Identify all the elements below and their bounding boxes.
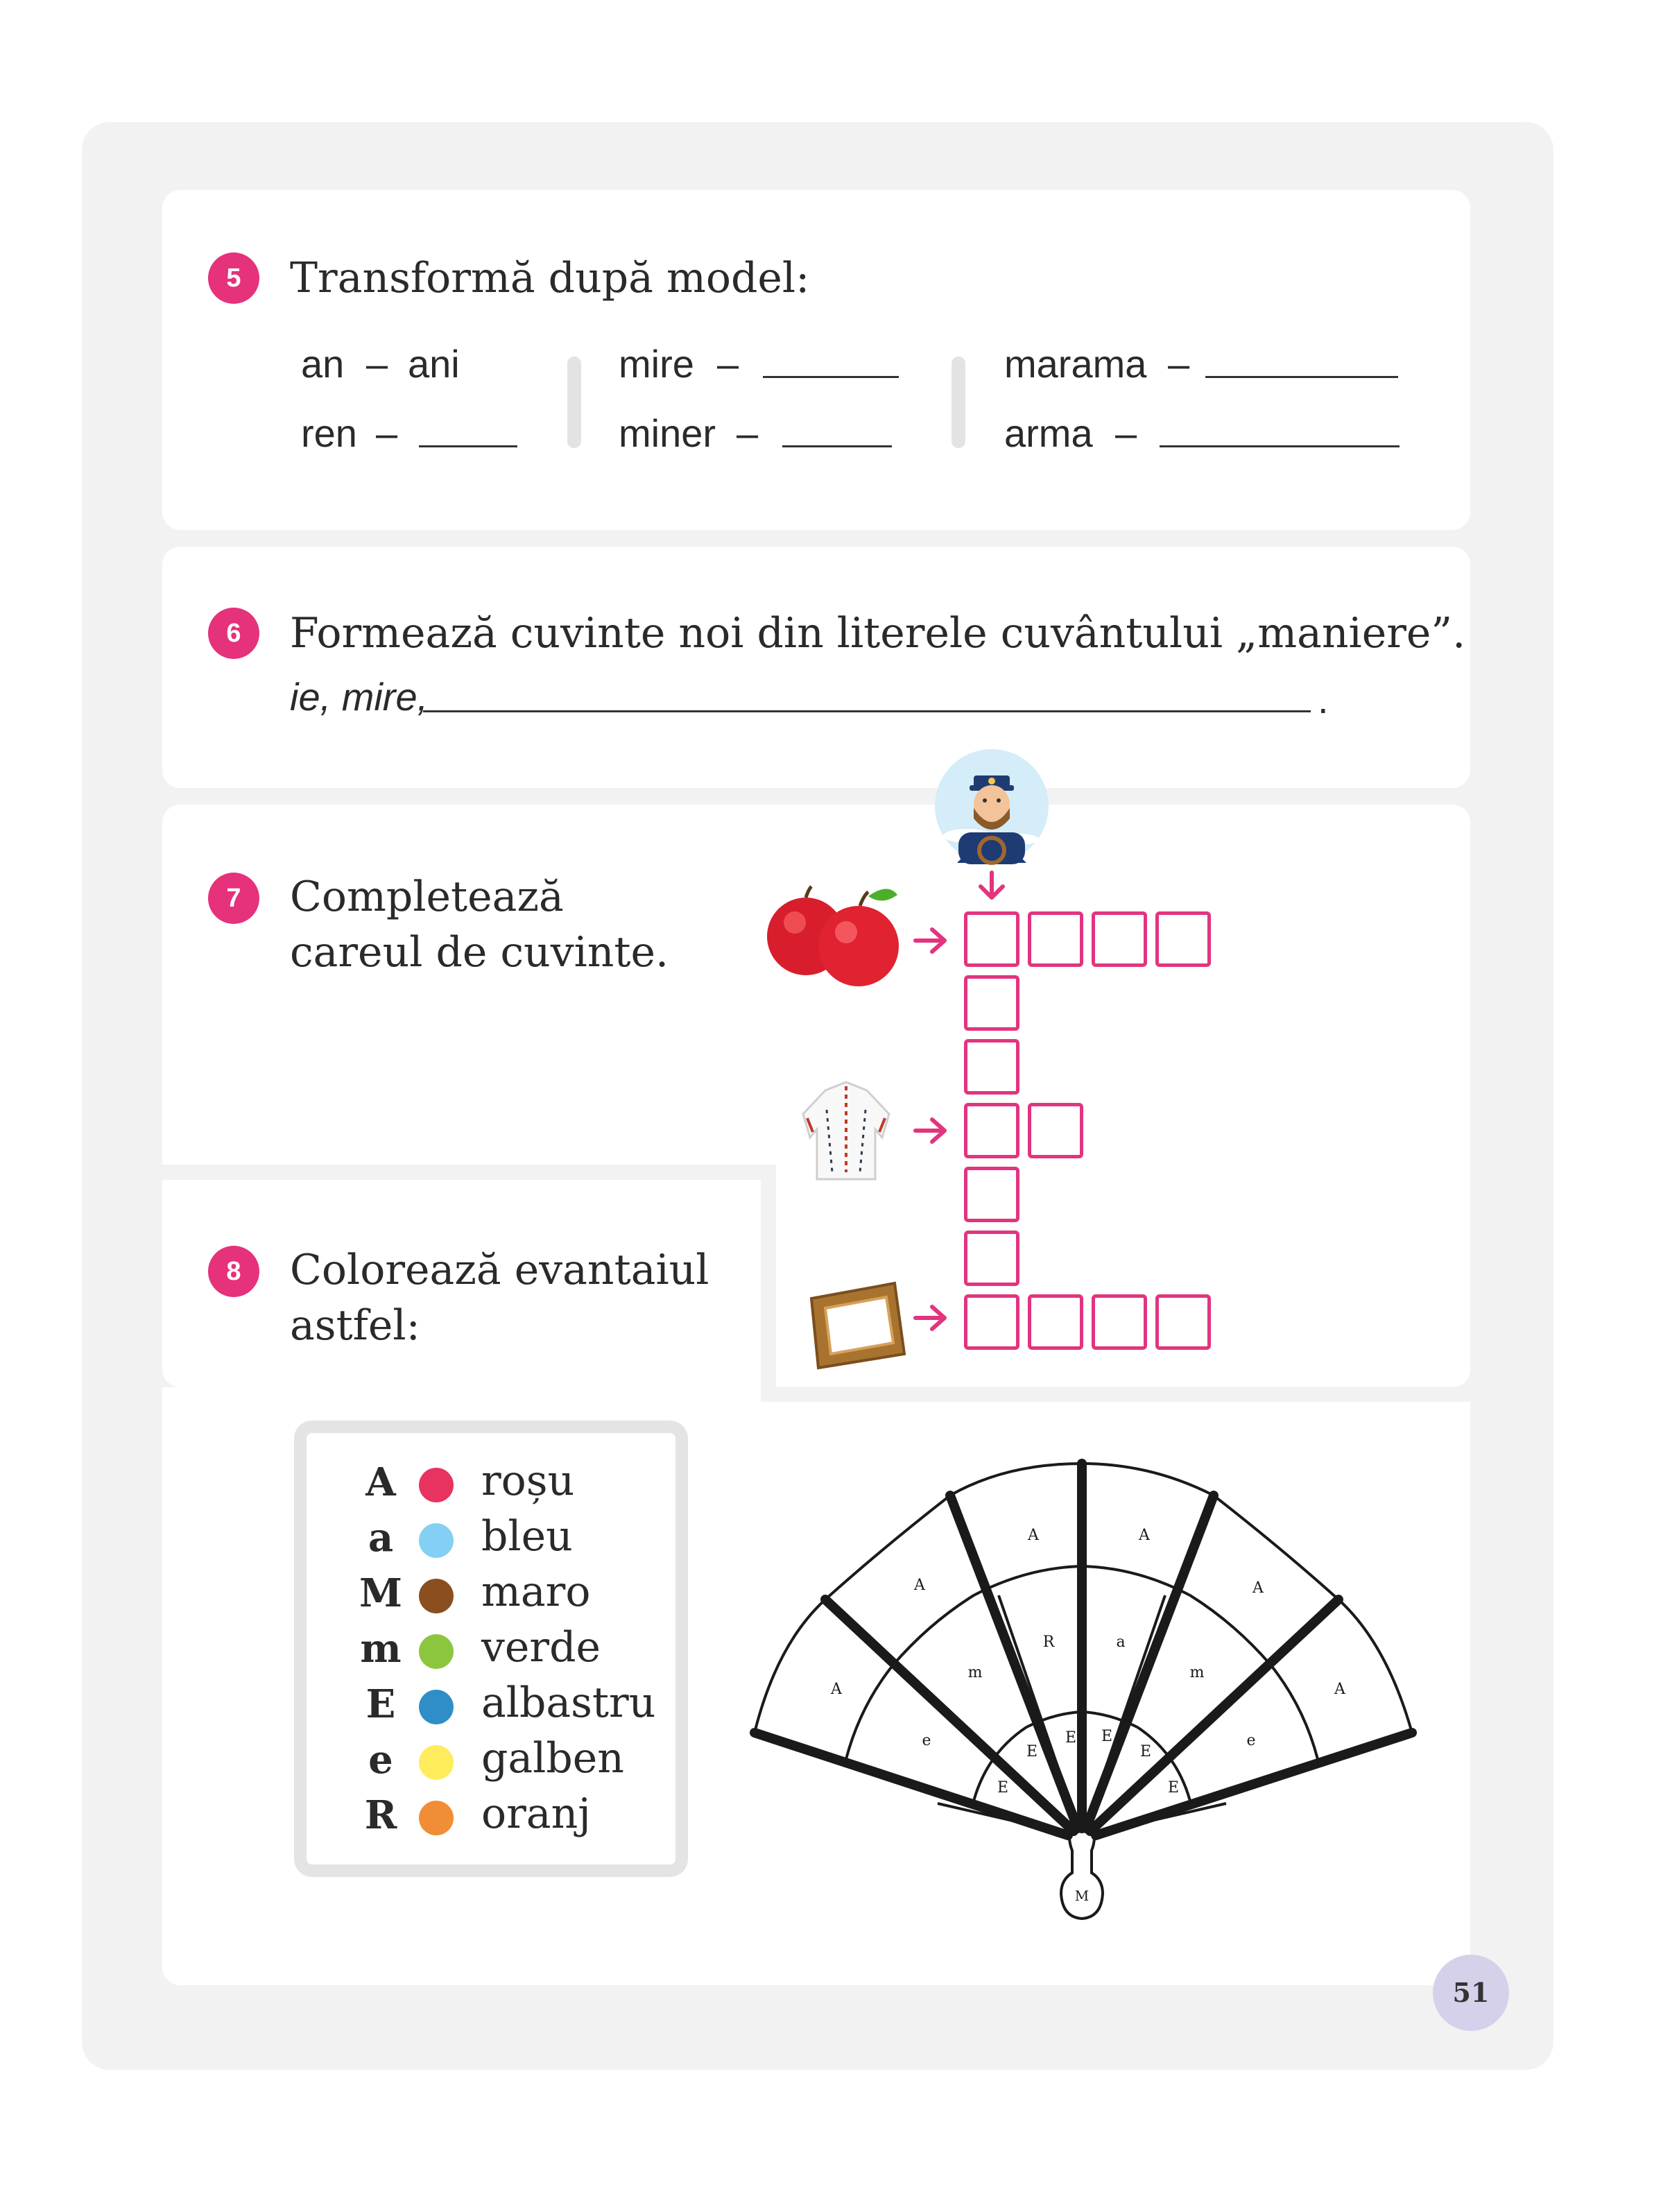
legend-color-name: bleu xyxy=(481,1512,573,1561)
fan-letter: A xyxy=(1028,1527,1039,1544)
legend-color-name: albastru xyxy=(481,1679,656,1727)
exercise-8-line1: Colorează evantaiul xyxy=(290,1246,709,1294)
legend-color-name: galben xyxy=(481,1734,624,1783)
ex5-dash: – xyxy=(1168,342,1190,386)
fan-letter: a xyxy=(1116,1634,1126,1651)
exercise-8-number: 8 xyxy=(208,1246,259,1297)
exercise-5-title: Transformă după model: xyxy=(290,254,810,302)
fan-letter: m xyxy=(967,1664,983,1681)
ex5-answer-ani: ani xyxy=(408,342,460,386)
legend-letter: E xyxy=(365,1681,396,1727)
legend-color-name: verde xyxy=(481,1623,601,1672)
ex5-dash: – xyxy=(717,342,739,386)
exercise-7-line2: careul de cuvinte. xyxy=(290,928,669,977)
fan-letter: E xyxy=(1101,1728,1113,1745)
legend-color-name: roșu xyxy=(481,1457,575,1505)
fan-letter: e xyxy=(1246,1732,1256,1749)
ex5-word-ren: ren xyxy=(301,411,357,455)
exercise-6-example: ie, mire, xyxy=(290,675,429,719)
ex5-dash: – xyxy=(737,411,759,455)
ex5-word-marama: marama xyxy=(1004,342,1147,386)
fan-letter: A xyxy=(914,1577,925,1594)
ex5-word-mire: mire xyxy=(619,342,694,386)
ex5-word-an: an xyxy=(301,342,345,386)
fan-letter: e xyxy=(922,1732,931,1749)
ex5-dash: – xyxy=(366,342,388,386)
ex5-dash: – xyxy=(1115,411,1137,455)
fan-letter: E xyxy=(1026,1743,1038,1760)
legend-letter: a xyxy=(368,1515,394,1561)
page-number: 51 xyxy=(1433,1955,1509,2031)
legend-letter: M xyxy=(359,1570,402,1616)
ex5-word-miner: miner xyxy=(619,411,716,455)
fan-letter: A xyxy=(1139,1527,1150,1544)
exercise-8-line2: astfel: xyxy=(290,1301,420,1350)
legend-letter: e xyxy=(368,1737,393,1783)
exercise-7-number: 7 xyxy=(208,873,259,924)
exercise-6-number: 6 xyxy=(208,608,259,659)
legend-color-name: maro xyxy=(481,1568,591,1616)
ex5-word-arma: arma xyxy=(1004,411,1093,455)
fan-letter: E xyxy=(1139,1743,1152,1760)
fan-letter: E xyxy=(997,1779,1009,1797)
legend-letter: R xyxy=(364,1792,397,1838)
legend-letter: m xyxy=(360,1626,402,1672)
exercise-5-number: 5 xyxy=(208,252,259,304)
fan-letter: E xyxy=(1167,1779,1180,1797)
legend-color-name: oranj xyxy=(481,1790,591,1838)
fan-letter: A xyxy=(1252,1579,1264,1597)
fan-letter: E xyxy=(1065,1729,1077,1747)
fan-letter: m xyxy=(1189,1664,1205,1681)
exercise-6-title: Formează cuvinte noi din literele cuvântului „maniere”. xyxy=(290,609,1466,658)
fan-letter: A xyxy=(831,1681,842,1698)
exercise-7-line1: Completează xyxy=(290,873,564,921)
ex5-dash: – xyxy=(376,411,398,455)
exercise-6-period: . xyxy=(1318,678,1329,721)
fan-letter: A xyxy=(1334,1681,1345,1698)
fan-letter: M xyxy=(1074,1887,1090,1904)
fan-letter: R xyxy=(1042,1634,1055,1651)
legend-letter: A xyxy=(365,1459,396,1505)
